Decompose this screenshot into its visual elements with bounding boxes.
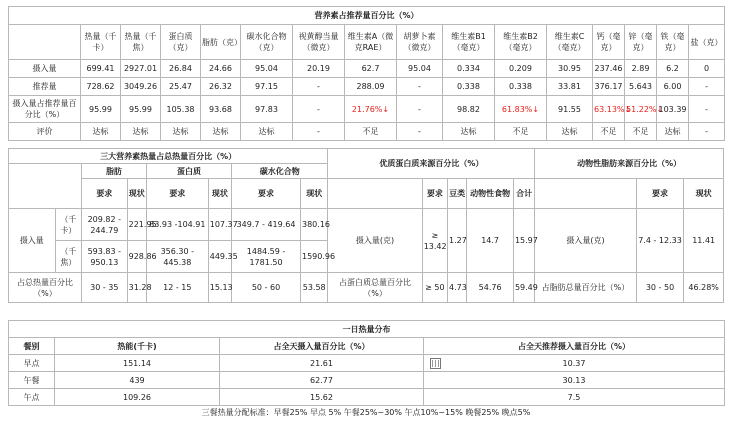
- cell: 30.13: [424, 372, 725, 389]
- cell: 6.00: [657, 78, 689, 96]
- animal-food-header: 动物性食物: [467, 179, 514, 209]
- cell: 593.83 - 950.13: [82, 241, 128, 273]
- meal-cell: 午餐: [9, 372, 55, 389]
- daily-energy-distribution-table: [8, 320, 725, 406]
- cell: 12 - 15: [146, 273, 208, 303]
- cell: ≥ 13.42: [422, 209, 447, 273]
- cell: 221.95: [127, 209, 146, 241]
- cell: 109.26: [55, 389, 220, 406]
- corner-cell: [535, 179, 636, 209]
- cell: 不足: [625, 123, 657, 141]
- cell: 达标: [547, 123, 593, 141]
- cell: 达标: [201, 123, 241, 141]
- cell: 不足: [593, 123, 625, 141]
- cell: 24.66: [201, 60, 241, 78]
- cell: 0: [689, 60, 725, 78]
- cell: -: [397, 123, 443, 141]
- column-header: 维生素B1（毫克）: [443, 25, 495, 60]
- table-row: [9, 355, 725, 372]
- cell: 14.7: [467, 209, 514, 273]
- column-header: 盐（克）: [689, 25, 725, 60]
- corner-cell: [9, 164, 82, 209]
- cell: 97.15: [241, 78, 293, 96]
- cell: -: [397, 96, 443, 123]
- cell: 0.338: [443, 78, 495, 96]
- animal-fat-title: 动物性脂肪来源百分比（%）: [535, 149, 724, 179]
- af-intake-label: 摄入量(克): [535, 209, 636, 273]
- cell: 7.5: [424, 389, 725, 406]
- cell: 达标: [161, 123, 201, 141]
- cell: 97.83: [241, 96, 293, 123]
- three-nutrient-title: 三大营养素热量占总热量百分比（%）: [9, 149, 328, 164]
- cell: 103.39: [657, 96, 689, 123]
- table-row: [9, 123, 725, 141]
- row-label: 摄入量: [9, 60, 81, 78]
- cell: -: [293, 96, 345, 123]
- pct-label: 占总热量百分比（%）: [9, 273, 82, 303]
- req-header: 要求: [82, 179, 128, 209]
- cell: 1590.96: [301, 241, 328, 273]
- cell: 2.89: [625, 60, 657, 78]
- table-row: [9, 60, 725, 78]
- cell: 46.28%: [684, 273, 724, 303]
- cell: 91.55: [547, 96, 593, 123]
- meal-cell: 早点: [9, 355, 55, 372]
- soy-header: 豆类: [448, 179, 467, 209]
- row-label: 摄入量占推荐量百分比（%）: [9, 96, 81, 123]
- cell: 93.68: [201, 96, 241, 123]
- cell: 95.99: [81, 96, 121, 123]
- cell: 107.37: [208, 209, 231, 241]
- cell: 1484.59 - 1781.50: [232, 241, 301, 273]
- row-label: 评价: [9, 123, 81, 141]
- cell: 356.30 - 445.38: [146, 241, 208, 273]
- cell: 达标: [657, 123, 689, 141]
- cell: 288.09: [345, 78, 397, 96]
- cell: 不足: [345, 123, 397, 141]
- cell-with-handle: [424, 355, 725, 372]
- column-header: 脂肪（克）: [201, 25, 241, 60]
- table-row: [9, 209, 724, 241]
- cell: 0.338: [495, 78, 547, 96]
- column-header: 热能(千卡): [55, 338, 220, 355]
- table-title: 营养素占推荐量百分比（%）: [9, 7, 725, 25]
- cell: 50 - 60: [232, 273, 301, 303]
- cell: 95.04: [241, 60, 293, 78]
- cell: 30.95: [547, 60, 593, 78]
- cell: 0.209: [495, 60, 547, 78]
- cell: 31.28: [127, 273, 146, 303]
- cell: 11.41: [684, 209, 724, 273]
- actual-header: 现状: [301, 179, 328, 209]
- meal-cell: 午点: [9, 389, 55, 406]
- table-row: [9, 78, 725, 96]
- af-pct-label: 占脂肪总量百分比（%）: [535, 273, 636, 303]
- column-header: 餐别: [9, 338, 55, 355]
- table-row: [9, 372, 725, 389]
- cell: 25.47: [161, 78, 201, 96]
- intake-label: 摄入量: [9, 209, 56, 273]
- cell: 105.38: [161, 96, 201, 123]
- column-header: 维生素A（微克RAE）: [345, 25, 397, 60]
- cell: 83.93 -104.91: [146, 209, 208, 241]
- unit-kj: （千焦）: [55, 241, 81, 273]
- cell: 98.82: [443, 96, 495, 123]
- cell: 928.86: [127, 241, 146, 273]
- cell-deficient: 51.22%↓: [625, 96, 657, 123]
- actual-header: 现状: [208, 179, 231, 209]
- corner-cell: [9, 25, 81, 60]
- quality-protein-title: 优质蛋白质来源百分比（%）: [328, 149, 535, 179]
- cell: 达标: [121, 123, 161, 141]
- cell: 728.62: [81, 78, 121, 96]
- footnote: 三餐热量分配标准：早餐25% 早点 5% 午餐25%~30% 午点10%~15% 晚餐25% 晚点5%: [201, 408, 531, 417]
- cell: 26.84: [161, 60, 201, 78]
- req-header: 要求: [146, 179, 208, 209]
- column-header: 热量（千卡）: [81, 25, 121, 60]
- cell: 30 - 35: [82, 273, 128, 303]
- cell: 15.62: [220, 389, 424, 406]
- macronutrient-energy-table: [8, 148, 724, 303]
- fat-header: 脂肪: [82, 164, 147, 179]
- column-header: 热量（千焦）: [121, 25, 161, 60]
- row-label: 推荐量: [9, 78, 81, 96]
- table-row: [9, 389, 725, 406]
- cell: 21.61: [220, 355, 424, 372]
- column-header: 钙（毫克）: [593, 25, 625, 60]
- actual-header: 现状: [684, 179, 724, 209]
- column-header: 占全天摄入量百分比（%）: [220, 338, 424, 355]
- cell-value: 10.37: [562, 358, 586, 368]
- nutrient-percent-table: [8, 6, 725, 141]
- protein-header: 蛋白质: [146, 164, 231, 179]
- carb-header: 碳水化合物: [232, 164, 328, 179]
- cell: 7.4 - 12.33: [636, 209, 684, 273]
- cell: 95.04: [397, 60, 443, 78]
- cell: 59.49: [513, 273, 534, 303]
- column-header: 视黄醇当量（微克）: [293, 25, 345, 60]
- req-header: 要求: [636, 179, 684, 209]
- cell: 15.13: [208, 273, 231, 303]
- cell: 349.7 - 419.64: [232, 209, 301, 241]
- cell: 30 - 50: [636, 273, 684, 303]
- cell: 699.41: [81, 60, 121, 78]
- cell: 6.2: [657, 60, 689, 78]
- req-header: 要求: [232, 179, 301, 209]
- actual-header: 现状: [127, 179, 146, 209]
- cell: 449.35: [208, 241, 231, 273]
- column-header: 维生素C（毫克）: [547, 25, 593, 60]
- table-handle-icon[interactable]: [430, 358, 441, 369]
- cell: 4.73: [448, 273, 467, 303]
- cell: -: [293, 78, 345, 96]
- cell: 53.58: [301, 273, 328, 303]
- column-header: 碳水化合物（克）: [241, 25, 293, 60]
- cell: -: [689, 123, 725, 141]
- cell: -: [689, 96, 725, 123]
- cell: 20.19: [293, 60, 345, 78]
- cell: 达标: [443, 123, 495, 141]
- cell: 380.16: [301, 209, 328, 241]
- req-header: 要求: [422, 179, 447, 209]
- cell: 26.32: [201, 78, 241, 96]
- column-header: 占全天推荐摄入量百分比（%）: [424, 338, 725, 355]
- total-header: 合计: [513, 179, 534, 209]
- cell: 2927.01: [121, 60, 161, 78]
- cell: 54.76: [467, 273, 514, 303]
- cell: 95.99: [121, 96, 161, 123]
- cell: 237.46: [593, 60, 625, 78]
- cell-deficient: 21.76%↓: [345, 96, 397, 123]
- column-header: 铁（毫克）: [657, 25, 689, 60]
- q-intake-label: 摄入量(克): [328, 209, 422, 273]
- cell: 15.97: [513, 209, 534, 273]
- cell: 439: [55, 372, 220, 389]
- cell: 151.14: [55, 355, 220, 372]
- cell: 33.81: [547, 78, 593, 96]
- cell: 0.334: [443, 60, 495, 78]
- cell: 62.77: [220, 372, 424, 389]
- column-header: 锌（毫克）: [625, 25, 657, 60]
- cell: 达标: [241, 123, 293, 141]
- cell: 209.82 - 244.79: [82, 209, 128, 241]
- table-title: 一日热量分布: [9, 321, 725, 338]
- cell: 62.7: [345, 60, 397, 78]
- cell: 5.643: [625, 78, 657, 96]
- cell: 达标: [81, 123, 121, 141]
- table-row: [9, 273, 724, 303]
- column-header: 胡萝卜素（微克）: [397, 25, 443, 60]
- cell: ≥ 50: [422, 273, 447, 303]
- q-pct-label: 占蛋白质总量百分比（%）: [328, 273, 422, 303]
- corner-cell: [328, 179, 422, 209]
- cell: 1.27: [448, 209, 467, 273]
- table-row: [9, 96, 725, 123]
- cell: 3049.26: [121, 78, 161, 96]
- cell-deficient: 61.83%↓: [495, 96, 547, 123]
- column-header: 维生素B2（毫克）: [495, 25, 547, 60]
- cell: 不足: [495, 123, 547, 141]
- cell-deficient: 63.13%↓: [593, 96, 625, 123]
- column-header: 蛋白质（克）: [161, 25, 201, 60]
- cell: -: [397, 78, 443, 96]
- cell: 376.17: [593, 78, 625, 96]
- unit-kcal: （千卡）: [55, 209, 81, 241]
- cell: -: [689, 78, 725, 96]
- cell: -: [293, 123, 345, 141]
